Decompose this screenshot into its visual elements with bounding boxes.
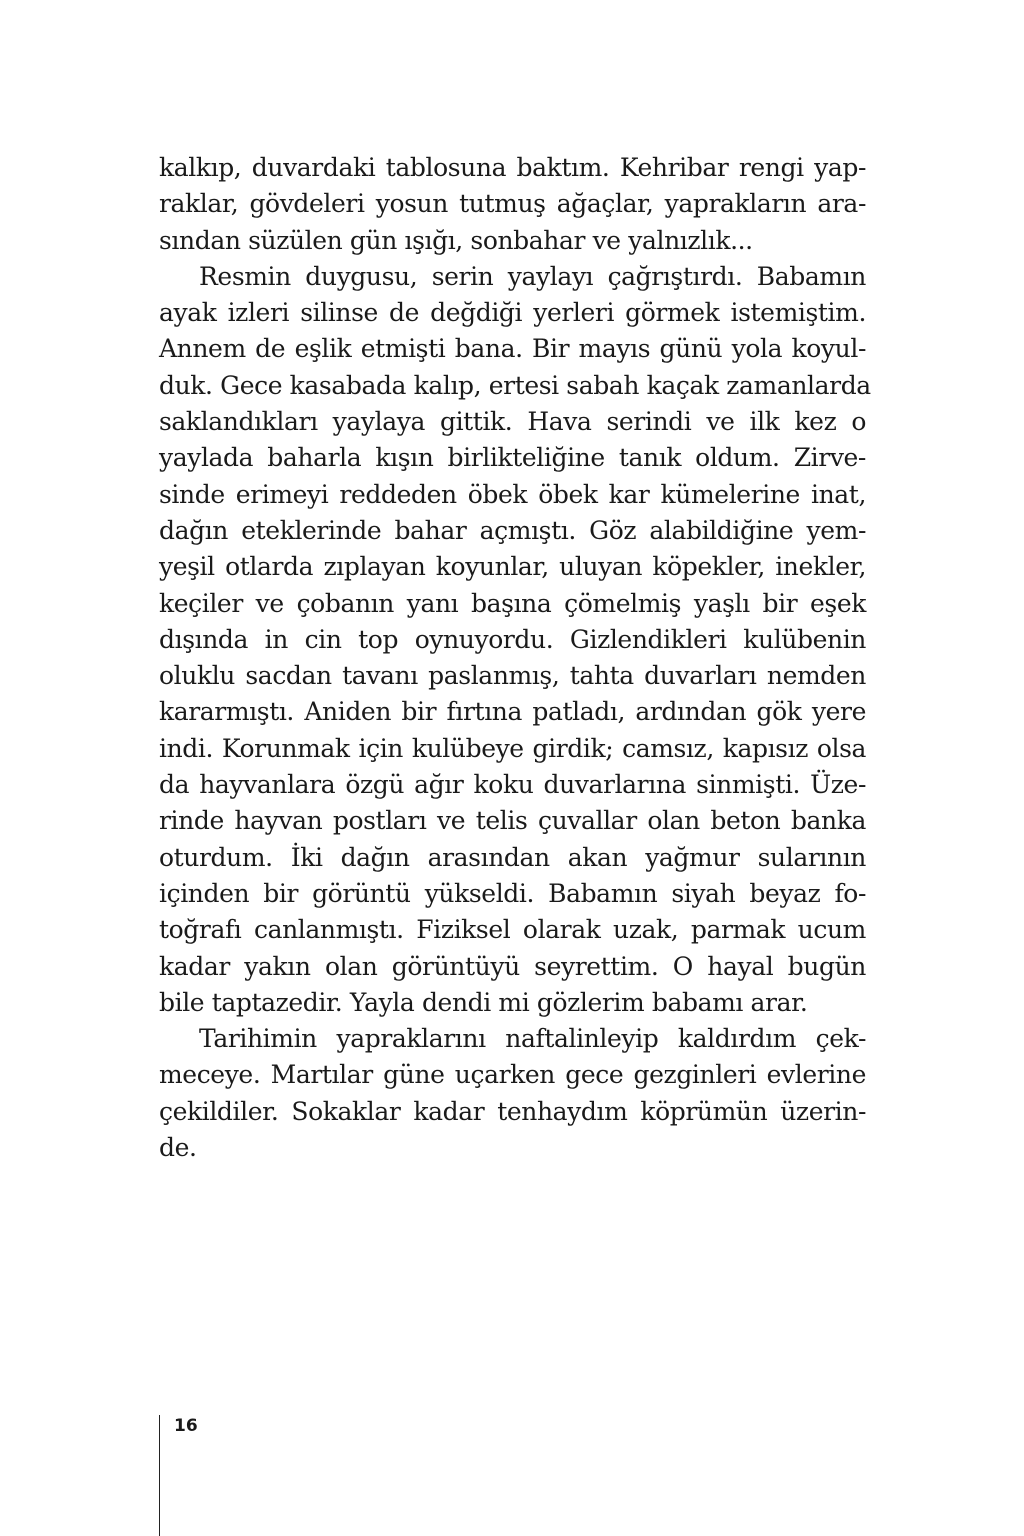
text-line: toğrafı canlanmıştı. Fiziksel olarak uzak, parmak ucum (159, 915, 866, 945)
text-line: meceye. Martılar güne uçarken gece gezginleri evlerine (159, 1060, 866, 1090)
paragraph (159, 150, 866, 259)
text-line: bile taptazedir. Yayla dendi mi gözlerim babamı arar. (159, 987, 808, 1017)
text-line: keçiler ve çobanın yanı başına çömelmiş yaşlı bir eşek (159, 588, 866, 618)
page-number-rule (159, 1415, 160, 1536)
text-line: oluklu sacdan tavanı paslanmış, tahta duvarları nemden (159, 661, 866, 691)
text-line: rinde hayvan postları ve telis çuvallar olan beton banka (159, 806, 866, 836)
text-line: kalkıp, duvardaki tablosuna baktım. Kehribar rengi yap- (159, 153, 866, 182)
text-line: dağın eteklerinde bahar açmıştı. Göz alabildiğine yem- (159, 515, 866, 545)
text-line: saklandıkları yaylaya gittik. Hava serindi ve ilk kez o (159, 407, 866, 437)
text-line: sından süzülen gün ışığı, sonbahar ve yalnızlık... (159, 225, 753, 255)
text-line: oturdum. İki dağın arasından akan yağmur sularının (159, 842, 866, 872)
text-line: da hayvanlara özgü ağır koku duvarlarına sinmişti. Üze- (159, 770, 866, 800)
text-line: yaylada baharla kışın birlikteliğine tanık oldum. Zirve- (159, 443, 866, 473)
text-line: ayak izleri silinse de değdiği yerleri görmek istemiştim. (159, 298, 866, 328)
text-line: Annem de eşlik etmişti bana. Bir mayıs günü yola koyul- (159, 334, 866, 364)
text-line: duk. Gece kasabada kalıp, ertesi sabah kaçak zamanlarda (159, 370, 871, 400)
paragraph (159, 1021, 866, 1166)
text-line: içinden bir görüntü yükseldi. Babamın siyah beyaz fo- (159, 878, 866, 908)
text-line: dışında in cin top oynuyordu. Gizlendikleri kulübenin (159, 624, 866, 654)
text-line: kararmıştı. Aniden bir fırtına patladı, ardından gök yere (159, 697, 866, 727)
text-line: yeşil otlarda zıplayan koyunlar, uluyan köpekler, inekler, (159, 552, 866, 582)
text-line: kadar yakın olan görüntüyü seyrettim. O hayal bugün (159, 951, 866, 981)
text-line: raklar, gövdeleri yosun tutmuş ağaçlar, yaprakların ara- (159, 189, 866, 219)
text-line: de. (159, 1133, 197, 1163)
body-text (159, 150, 871, 1166)
text-line: Tarihimin yapraklarını naftalinleyip kaldırdım çek- (199, 1024, 866, 1054)
text-line: çekildiler. Sokaklar kadar tenhaydım köprümün üzerin- (159, 1096, 866, 1126)
text-line: sinde erimeyi reddeden öbek öbek kar kümelerine inat, (159, 479, 866, 509)
page-number: 16 (174, 1416, 198, 1436)
text-line: Resmin duygusu, serin yaylayı çağrıştırdı. Babamın (199, 261, 866, 291)
text-line: indi. Korunmak için kulübeye girdik; camsız, kapısız olsa (159, 733, 866, 763)
paragraph (159, 259, 871, 1021)
